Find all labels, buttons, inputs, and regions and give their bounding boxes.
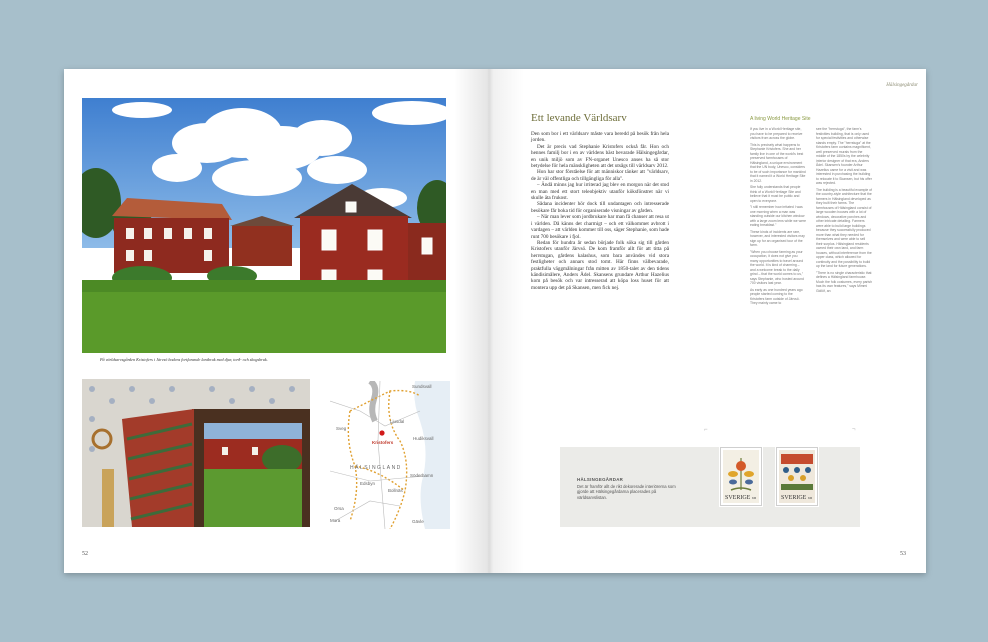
map-label-mora: Mora	[330, 518, 341, 523]
stamp-country: SVERIGE	[725, 495, 751, 501]
map-label-soderhamn: Söderhamn	[410, 473, 434, 478]
map-label-edsbyn: Edsbyn	[360, 481, 376, 486]
page-gutter-shadow	[454, 69, 524, 573]
registration-mark: ¬	[852, 427, 856, 433]
map-label-kristofers: Kristofers	[372, 440, 394, 445]
paragraph: – När man lever som jordbrukare har man få chanser att resa ut i världen. Då känns det charmigt – och ett välkommet avbrott i vardagen – att världen kommer till oss, säger Stephanie, som hade runt 700 besökare i fjol.	[531, 214, 669, 240]
halsingland-map	[330, 381, 450, 529]
page-number-left: 52	[82, 551, 88, 557]
paragraph: Det är precis vad Stephanie Kristofers också får. Hon och hennes familj bor i en av världens bäst bevarade Hälsingegårdar, en unik miljö som av FN-organet Unesco anses ha så stor betydelse för hela mänskligheten att det utsågs till världsarv 2012.	[531, 143, 669, 170]
magazine-spread	[64, 69, 926, 573]
article-body	[531, 131, 669, 291]
farmhouse-photo	[82, 98, 446, 353]
map-label-gavle: Gävle	[412, 519, 424, 524]
page-number-right: 53	[900, 551, 906, 557]
stamp-value: KR	[808, 496, 813, 500]
paragraph: Redan för hundra år sedan började folk söka sig till gården Kristofers utanför Järvsö. De kom framför allt för att titta på herrstugan, gårdens kalashus, som bara användes vid stora festligheter och annars stod tomt. Här finns välbevarade, praktfulla väggmålningar från mitten av 1850-talet av den tidens kändisimålere, Anders Ådel. Skansens grundare Arthur Hazelius kom på besök och var intresserad att köpa loss huset för att montera upp det på Skansen, men fick nej.	[531, 239, 669, 291]
map-label-orsa: Orsa	[334, 506, 344, 511]
map-label-ljusdal: Ljusdal	[390, 419, 405, 424]
english-column-1: If you live in a World Heritage site, you have to be prepared to receive visitors from across the globe. This is precisely what happens to Stephanie Kristofers. She and her family live in one of the world's best preserved farmhouses of Hälsingland, a unique environment that the UN body, Unesco, considers to be of such importance for mankind that it named it a World Heritage Site in 2012. She fully understands that people think of a World Heritage Site and believe that it must be public and open to everyone. "I still remember how irritated I was one morning when a man was standing outside our kitchen window with a large zoom lens while we were eating breakfast." These kinds of incidents are rare, however, and interested visitors may sign up for an organised tour of the farm. "When you choose farming as your occupation, it does not give you many opportunities to travel around the world. It is kind of charming – and a welcome break to the daily grind – that the world comes to us," says Stephanie, who hosted around 700 visitors last year. As early as one hundred years ago people started coming to the Kristofers farm outside of Järvsö. They mainly came to	[750, 127, 806, 305]
photo-caption: På världsarvsgården Kristofers i Järvsö bodens fortfarande lantbruk med djur, torð- och skogsbruk.	[100, 357, 268, 362]
map-label-hudiksvall: Hudiksvall	[413, 436, 434, 441]
running-head: Hälsingegårdar	[886, 83, 918, 88]
stamp-heading: HÄLSINGEGÅRDAR	[577, 477, 624, 482]
registration-mark: ⌐	[704, 427, 708, 433]
stamp-description: Det är framför allt de rikt dekorerade interiörerna som gjorde att Hälsingegårdarna placerades på världsarvslistan.	[577, 484, 676, 500]
map-label-sundsvall: Sundsvall	[412, 384, 432, 389]
paragraph: Hon har stor förståelse för att människor tänker att "världsarv, de är väl offentliga och tillgängliga för alla".	[531, 169, 669, 182]
map-label-sveg: Sveg	[336, 426, 347, 431]
english-column-2: see the "herrstuga", the farm's festivities building, that is only used for special festivities and otherwise stands empty. The "herrstuga" at the Kristofers farm contains magnificent, well preserved murals from the middle of the 1850s by the celebrity interior designer of that era, Anders Ådel. Skansen's founder Arthur Hazelius came for a visit and was interested in purchasing the building to relocate it to Skansen, but his offer was rejected. The building is a beautiful example of the country-style architecture that the farmers in Hälsingland developed as they built their farms. The farmhouses of Hälsingland consist of large wooden houses with a lot of windows, decorative porches and other intricate detailing. Farmers were able to build large buildings because they successfully produced more than what they needed for themselves and were able to sell their surplus. Hälsingland residents owned their own land, and farm houses, without interference from the upper class, which allowed for continuity and the possibility to build up the land for future generations. "There is no single characteristic that defines a Hälsingland farmhouse. Much the folk costumes, every parish has its own features," says Mimmi Gidlöf, an	[816, 127, 872, 293]
stamp-flower	[720, 447, 762, 506]
map-label-bollnas: Bollnäs	[388, 488, 403, 493]
stamp-value: KR	[752, 496, 757, 500]
english-title: A living World Heritage Site	[750, 116, 811, 122]
paragraph: Den som bor i ett världsarv måste vara beredd på besök från hela jorden.	[531, 131, 669, 144]
interior-photo	[82, 379, 310, 527]
article-title: Ett levande Världsarv	[531, 112, 627, 124]
stamp-country: SVERIGE	[781, 495, 807, 501]
paragraph: – Ändå minns jag hur irriterad jag blev en morgon när det stod en man med ett stort teleobjektiv utanför köksfönstret när vi skulle äta frukost.	[531, 182, 669, 202]
map-label-halsingland: HÄLSINGLAND	[350, 465, 402, 471]
stamp-pattern	[776, 447, 818, 506]
paragraph: Sådana incidenter hör dock till undantagen och intresserade besökare får boka tid för organiserade visningar av gården.	[531, 201, 669, 214]
